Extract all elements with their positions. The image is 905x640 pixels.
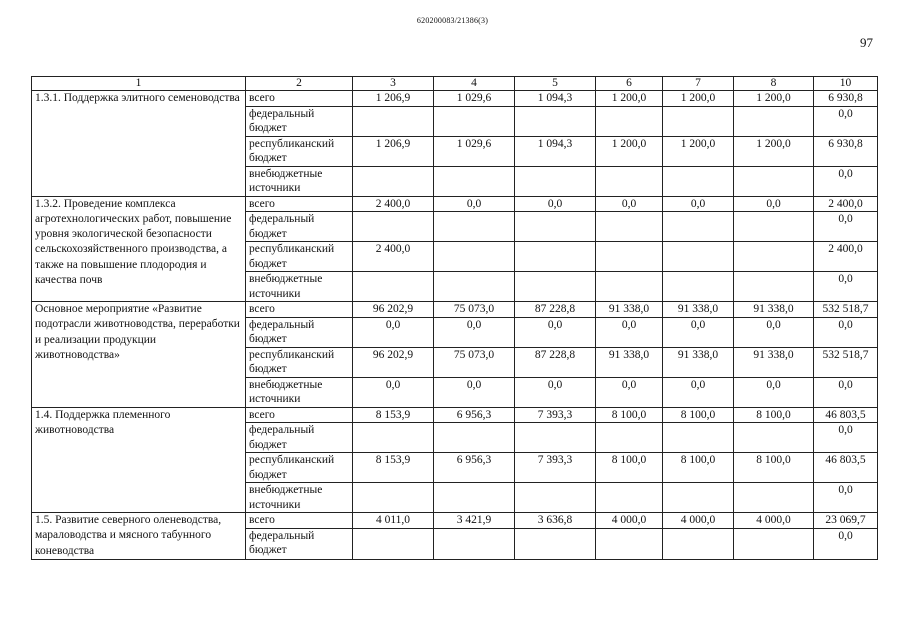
value-cell: 1 200,0 — [663, 136, 734, 166]
column-header: 8 — [734, 77, 814, 91]
value-cell — [663, 166, 734, 196]
value-cell: 0,0 — [663, 377, 734, 407]
column-header: 5 — [515, 77, 596, 91]
value-cell: 75 073,0 — [434, 302, 515, 318]
value-cell: 8 100,0 — [663, 453, 734, 483]
value-cell: 91 338,0 — [596, 347, 663, 377]
table-row — [32, 302, 878, 318]
funding-source-cell: всего — [246, 513, 353, 529]
funding-source-cell: республиканский бюджет — [246, 136, 353, 166]
value-cell — [353, 423, 434, 453]
table-body — [32, 77, 878, 560]
value-cell: 91 338,0 — [663, 302, 734, 318]
column-header: 6 — [596, 77, 663, 91]
value-cell — [515, 106, 596, 136]
funding-source-cell: федеральный бюджет — [246, 528, 353, 559]
value-cell — [596, 212, 663, 242]
funding-source-cell: внебюджетные источники — [246, 377, 353, 407]
value-cell — [596, 242, 663, 272]
value-cell — [734, 272, 814, 302]
value-cell — [663, 483, 734, 513]
value-cell: 2 400,0 — [353, 196, 434, 212]
value-cell: 1 200,0 — [596, 91, 663, 107]
value-cell — [596, 483, 663, 513]
value-cell — [515, 423, 596, 453]
funding-source-cell: республиканский бюджет — [246, 242, 353, 272]
value-cell: 0,0 — [663, 317, 734, 347]
value-cell — [734, 483, 814, 513]
value-cell: 4 000,0 — [663, 513, 734, 529]
value-cell: 75 073,0 — [434, 347, 515, 377]
total-cell: 2 400,0 — [814, 196, 878, 212]
funding-source-cell: республиканский бюджет — [246, 453, 353, 483]
value-cell — [663, 272, 734, 302]
value-cell: 7 393,3 — [515, 453, 596, 483]
value-cell: 0,0 — [434, 377, 515, 407]
value-cell: 8 100,0 — [734, 407, 814, 423]
value-cell — [434, 106, 515, 136]
measure-name-cell: 1.4. Поддержка племенного животноводства — [32, 407, 246, 513]
value-cell: 1 029,6 — [434, 136, 515, 166]
total-cell: 0,0 — [814, 166, 878, 196]
value-cell: 1 094,3 — [515, 136, 596, 166]
page-number: 97 — [860, 35, 873, 50]
value-cell — [734, 106, 814, 136]
total-cell: 0,0 — [814, 423, 878, 453]
funding-source-cell: всего — [246, 196, 353, 212]
column-header: 10 — [814, 77, 878, 91]
value-cell: 0,0 — [353, 377, 434, 407]
value-cell: 0,0 — [734, 317, 814, 347]
total-cell: 23 069,7 — [814, 513, 878, 529]
column-header: 1 — [32, 77, 246, 91]
measure-name-cell: 1.3.1. Поддержка элитного семеноводства — [32, 91, 246, 197]
total-cell: 46 803,5 — [814, 407, 878, 423]
column-header: 4 — [434, 77, 515, 91]
funding-source-cell: внебюджетные источники — [246, 483, 353, 513]
funding-source-cell: всего — [246, 407, 353, 423]
value-cell — [434, 212, 515, 242]
total-cell: 0,0 — [814, 528, 878, 559]
budget-table — [31, 76, 878, 560]
value-cell — [596, 528, 663, 559]
value-cell: 0,0 — [734, 377, 814, 407]
table-row — [32, 513, 878, 529]
value-cell — [434, 272, 515, 302]
value-cell: 8 100,0 — [734, 453, 814, 483]
value-cell — [663, 528, 734, 559]
value-cell — [353, 166, 434, 196]
value-cell: 7 393,3 — [515, 407, 596, 423]
total-cell: 0,0 — [814, 317, 878, 347]
value-cell: 4 000,0 — [734, 513, 814, 529]
value-cell: 8 100,0 — [596, 453, 663, 483]
value-cell — [515, 212, 596, 242]
value-cell: 0,0 — [515, 317, 596, 347]
header-row — [32, 77, 878, 91]
total-cell: 0,0 — [814, 106, 878, 136]
value-cell: 91 338,0 — [734, 347, 814, 377]
total-cell: 532 518,7 — [814, 302, 878, 318]
value-cell — [434, 166, 515, 196]
value-cell: 0,0 — [515, 377, 596, 407]
funding-source-cell: федеральный бюджет — [246, 317, 353, 347]
funding-source-cell: всего — [246, 302, 353, 318]
value-cell — [596, 423, 663, 453]
value-cell — [434, 483, 515, 513]
value-cell — [515, 528, 596, 559]
value-cell — [596, 166, 663, 196]
value-cell: 6 956,3 — [434, 407, 515, 423]
value-cell: 1 200,0 — [734, 91, 814, 107]
value-cell — [734, 423, 814, 453]
value-cell: 91 338,0 — [734, 302, 814, 318]
value-cell — [663, 423, 734, 453]
value-cell: 96 202,9 — [353, 302, 434, 318]
value-cell: 4 000,0 — [596, 513, 663, 529]
value-cell — [353, 106, 434, 136]
value-cell: 0,0 — [663, 196, 734, 212]
value-cell: 91 338,0 — [663, 347, 734, 377]
value-cell: 3 636,8 — [515, 513, 596, 529]
value-cell: 1 200,0 — [663, 91, 734, 107]
total-cell: 0,0 — [814, 212, 878, 242]
total-cell: 6 930,8 — [814, 136, 878, 166]
value-cell: 0,0 — [596, 317, 663, 347]
value-cell — [353, 483, 434, 513]
value-cell — [596, 106, 663, 136]
value-cell: 0,0 — [434, 317, 515, 347]
value-cell: 0,0 — [353, 317, 434, 347]
value-cell: 0,0 — [515, 196, 596, 212]
total-cell: 0,0 — [814, 272, 878, 302]
document-id: 620200083/21386(3) — [416, 16, 489, 25]
value-cell: 91 338,0 — [596, 302, 663, 318]
column-header: 3 — [353, 77, 434, 91]
value-cell — [515, 483, 596, 513]
value-cell: 87 228,8 — [515, 347, 596, 377]
total-cell: 0,0 — [814, 377, 878, 407]
value-cell: 2 400,0 — [353, 242, 434, 272]
value-cell: 4 011,0 — [353, 513, 434, 529]
table-row — [32, 91, 878, 107]
value-cell — [734, 242, 814, 272]
total-cell: 2 400,0 — [814, 242, 878, 272]
value-cell — [734, 528, 814, 559]
value-cell — [663, 106, 734, 136]
value-cell: 8 100,0 — [663, 407, 734, 423]
column-header: 7 — [663, 77, 734, 91]
total-cell: 6 930,8 — [814, 91, 878, 107]
value-cell: 1 206,9 — [353, 136, 434, 166]
funding-source-cell: федеральный бюджет — [246, 423, 353, 453]
total-cell: 0,0 — [814, 483, 878, 513]
total-cell: 532 518,7 — [814, 347, 878, 377]
value-cell: 3 421,9 — [434, 513, 515, 529]
value-cell — [515, 166, 596, 196]
value-cell: 6 956,3 — [434, 453, 515, 483]
value-cell: 8 100,0 — [596, 407, 663, 423]
total-cell: 46 803,5 — [814, 453, 878, 483]
measure-name-cell: 1.3.2. Проведение комплекса агротехнологических работ, повышение уровня экологической безопасности сельскохозяйственного производства, а также на повышение плодородия и качества почв — [32, 196, 246, 302]
value-cell — [663, 212, 734, 242]
value-cell — [596, 272, 663, 302]
funding-source-cell: внебюджетные источники — [246, 272, 353, 302]
value-cell — [353, 528, 434, 559]
value-cell — [515, 272, 596, 302]
measure-name-cell: 1.5. Развитие северного оленеводства, мараловодства и мясного табунного коневодства — [32, 513, 246, 560]
funding-source-cell: федеральный бюджет — [246, 212, 353, 242]
value-cell: 1 200,0 — [734, 136, 814, 166]
funding-source-cell: всего — [246, 91, 353, 107]
column-header: 2 — [246, 77, 353, 91]
value-cell: 1 200,0 — [596, 136, 663, 166]
value-cell: 1 029,6 — [434, 91, 515, 107]
value-cell — [353, 212, 434, 242]
value-cell: 0,0 — [434, 196, 515, 212]
value-cell — [434, 242, 515, 272]
value-cell: 8 153,9 — [353, 453, 434, 483]
value-cell: 0,0 — [734, 196, 814, 212]
value-cell — [663, 242, 734, 272]
funding-source-cell: федеральный бюджет — [246, 106, 353, 136]
funding-source-cell: внебюджетные источники — [246, 166, 353, 196]
table-row — [32, 196, 878, 212]
value-cell — [734, 166, 814, 196]
value-cell — [734, 212, 814, 242]
measure-name-cell: Основное мероприятие «Развитие подотрасли животноводства, переработки и реализации продукции животноводства» — [32, 302, 246, 408]
value-cell — [434, 528, 515, 559]
value-cell: 0,0 — [596, 377, 663, 407]
value-cell: 0,0 — [596, 196, 663, 212]
value-cell: 8 153,9 — [353, 407, 434, 423]
value-cell — [434, 423, 515, 453]
value-cell: 1 094,3 — [515, 91, 596, 107]
value-cell — [353, 272, 434, 302]
value-cell: 1 206,9 — [353, 91, 434, 107]
funding-source-cell: республиканский бюджет — [246, 347, 353, 377]
value-cell: 96 202,9 — [353, 347, 434, 377]
value-cell — [515, 242, 596, 272]
table-row — [32, 407, 878, 423]
value-cell: 87 228,8 — [515, 302, 596, 318]
